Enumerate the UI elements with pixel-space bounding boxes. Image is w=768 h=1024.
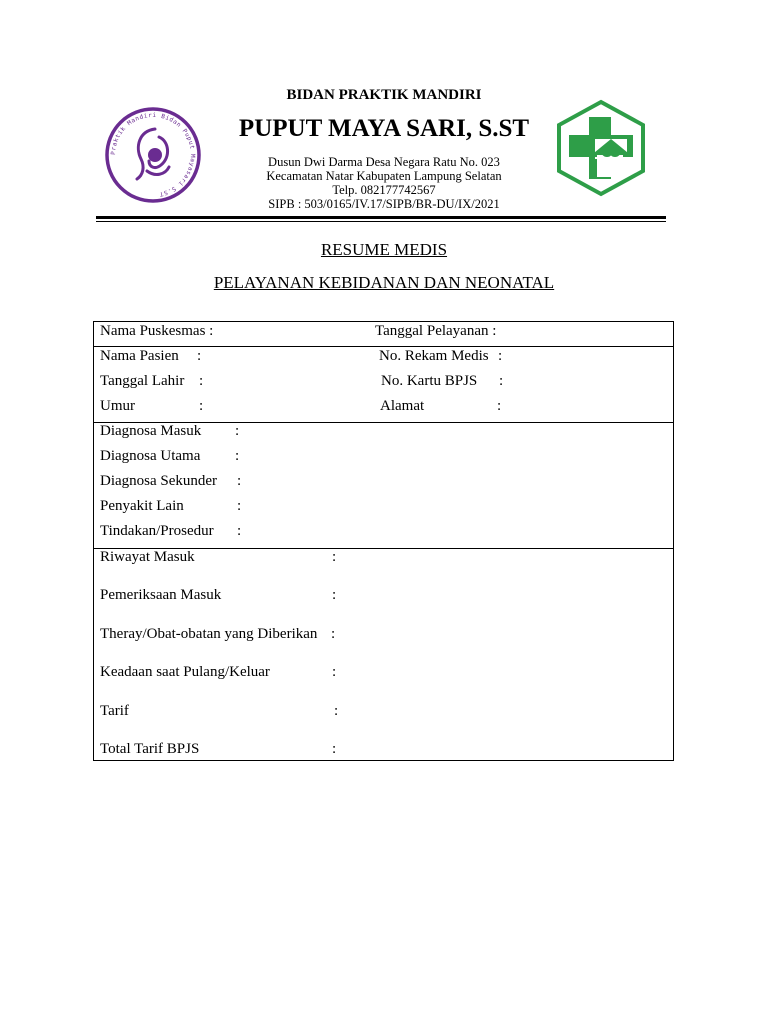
age-label: Umur [100,398,135,414]
field-colon: : [235,448,240,464]
document-subtitle: PELAYANAN KEBIDANAN DAN NEONATAL [213,273,555,292]
organization-label: BIDAN PRAKTIK MANDIRI [286,87,482,103]
medical-resume-form [93,321,674,761]
field-colon: : [332,549,337,565]
admission-history-label: Riwayat Masuk [100,549,195,565]
discharge-condition-label: Keadaan saat Pulang/Keluar [100,664,270,680]
procedure-label: Tindakan/Prosedur [100,523,214,539]
bpjs-card-label: No. Kartu BPJS [381,373,478,389]
therapy-label: Theray/Obat-obatan yang Diberikan [100,626,318,642]
birth-date-label: Tanggal Lahir [100,373,185,389]
diagnosis-secondary-label: Diagnosa Sekunder [100,473,218,489]
header-rule-thin [96,221,666,222]
other-disease-label: Penyakit Lain [100,498,184,514]
mother-baby-icon [137,129,169,179]
document-title: RESUME MEDIS [320,240,448,259]
field-colon: : [237,498,242,514]
field-colon: : [331,626,336,642]
field-colon: : [199,398,204,414]
service-date-field[interactable]: Tanggal Pelayanan : [375,323,497,339]
form-divider [94,346,673,347]
field-colon: : [497,398,502,414]
address-label: Alamat [380,398,425,414]
address-line: Dusun Dwi Darma Desa Negara Ratu No. 023 [268,155,500,169]
phone-line: Telp. 082177742567 [332,183,436,197]
field-colon: : [334,703,339,719]
practitioner-name: PUPUT MAYA SARI, S.ST [238,115,530,142]
field-colon: : [199,373,204,389]
medical-record-label: No. Rekam Medis [379,348,489,364]
admission-exam-label: Pemeriksaan Masuk [100,587,222,603]
total-bpjs-tariff-label: Total Tarif BPJS [100,741,200,757]
diagnosis-in-label: Diagnosa Masuk [100,423,202,439]
header-rule-thick [96,216,666,219]
logo-ring-text: Praktik Mandiri Bidan Puput Mayasari S.ST [109,111,197,198]
patient-name-label: Nama Pasien [100,348,179,364]
field-colon: : [499,373,504,389]
field-colon: : [237,473,242,489]
field-colon: : [332,664,337,680]
field-colon: : [498,348,503,364]
puskesmas-field[interactable]: Nama Puskesmas : [100,323,214,339]
license-line: SIPB : 503/0165/IV.17/SIPB/BR-DU/IX/2021 [268,197,500,211]
field-colon: : [197,348,202,364]
field-colon: : [237,523,242,539]
tariff-label: Tarif [100,703,129,719]
diagnosis-main-label: Diagnosa Utama [100,448,201,464]
field-colon: : [332,741,337,757]
address-line: Kecamatan Natar Kabupaten Lampung Selatan [266,169,502,183]
field-colon: : [235,423,240,439]
field-colon: : [332,587,337,603]
green-cross-health-icon [555,99,647,197]
